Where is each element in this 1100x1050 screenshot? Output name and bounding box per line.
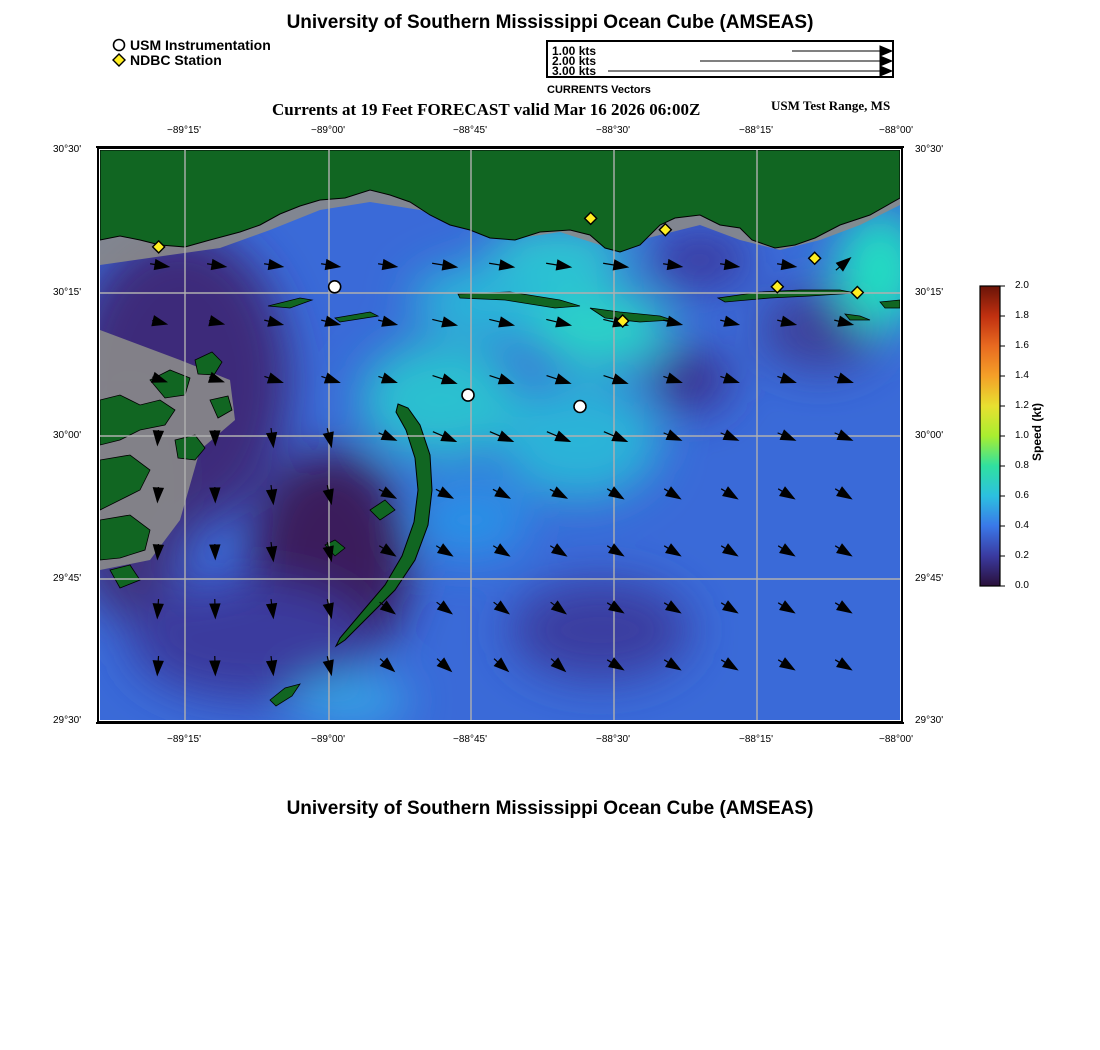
- scale-arrow-2-head: [880, 56, 892, 66]
- page-title: University of Southern Mississippi Ocean Cube (AMSEAS): [286, 12, 814, 33]
- colorbar-tick-1: 2.0: [1015, 280, 1029, 291]
- colorbar-tick-11: 0.0: [1015, 580, 1029, 591]
- colorbar-tick-7: 0.8: [1015, 460, 1029, 471]
- lon-tick-top-3: −88°45': [453, 125, 487, 136]
- lat-tick-left-3: 30°00': [53, 430, 82, 441]
- lat-tick-left-1: 30°30': [53, 144, 82, 155]
- colorbar-tick-2: 1.8: [1015, 310, 1029, 321]
- lon-tick-top-5: −88°15': [739, 125, 773, 136]
- lat-tick-left-4: 29°45': [53, 573, 82, 584]
- map-subtitle: Currents at 19 Feet FORECAST valid Mar 16 2026 06:00Z: [272, 100, 701, 119]
- colorbar-label: Speed (kt): [1030, 402, 1044, 462]
- usm-instrument-marker[interactable]: [462, 389, 474, 401]
- lat-tick-right-2: 30°15': [915, 287, 944, 298]
- legend-ndbc-label: NDBC Station: [130, 52, 222, 68]
- lon-tick-top-2: −89°00': [311, 125, 345, 136]
- scale-arrow-3-head: [880, 66, 892, 76]
- usm-instrument-marker[interactable]: [574, 401, 586, 413]
- scale-caption: CURRENTS Vectors: [547, 84, 651, 96]
- colorbar-tick-10: 0.2: [1015, 550, 1029, 561]
- usm-instrument-marker[interactable]: [329, 281, 341, 293]
- lat-tick-right-3: 30°00': [915, 430, 944, 441]
- colorbar-gradient: [980, 286, 1000, 586]
- lat-tick-right-1: 30°30': [915, 144, 944, 155]
- lon-tick-bottom-2: −89°00': [311, 734, 345, 745]
- mainland: [100, 150, 900, 252]
- legend-usm-label: USM Instrumentation: [130, 37, 271, 53]
- scale-arrow-1-head: [880, 46, 892, 56]
- lon-tick-bottom-1: −89°15': [167, 734, 201, 745]
- lon-tick-bottom-4: −88°30': [596, 734, 630, 745]
- location-label: USM Test Range, MS: [771, 98, 891, 113]
- footer-title: University of Southern Mississippi Ocean Cube (AMSEAS): [286, 798, 814, 819]
- vector-scale-box: [546, 40, 894, 78]
- colorbar-tick-9: 0.4: [1015, 520, 1029, 531]
- current-speed-map[interactable]: [96, 146, 906, 726]
- lon-tick-top-6: −88°00': [879, 125, 913, 136]
- scale-arrows: [548, 42, 892, 76]
- colorbar-tick-8: 0.6: [1015, 490, 1029, 501]
- scale-label-1: 1.00 kts: [552, 44, 597, 58]
- lat-tick-right-4: 29°45': [915, 573, 944, 584]
- colorbar-tick-5: 1.2: [1015, 400, 1029, 411]
- lon-tick-top-4: −88°30': [596, 125, 630, 136]
- colorbar-tick-6: 1.0: [1015, 430, 1029, 441]
- colorbar-tick-3: 1.6: [1015, 340, 1029, 351]
- speed-colorbar: [975, 282, 1015, 592]
- scale-label-2: 2.00 kts: [552, 54, 597, 68]
- lon-tick-top-1: −89°15': [167, 125, 201, 136]
- lon-tick-bottom-6: −88°00': [879, 734, 913, 745]
- circle-icon: [112, 38, 126, 52]
- lon-tick-bottom-3: −88°45': [453, 734, 487, 745]
- colorbar-tick-4: 1.4: [1015, 370, 1029, 381]
- lat-tick-left-5: 29°30': [53, 715, 82, 726]
- diamond-icon: [112, 53, 126, 67]
- lon-tick-bottom-5: −88°15': [739, 734, 773, 745]
- colorbar-ticks: [1000, 286, 1005, 586]
- lat-tick-left-2: 30°15': [53, 287, 82, 298]
- lat-tick-right-5: 29°30': [915, 715, 944, 726]
- scale-label-3: 3.00 kts: [552, 64, 597, 78]
